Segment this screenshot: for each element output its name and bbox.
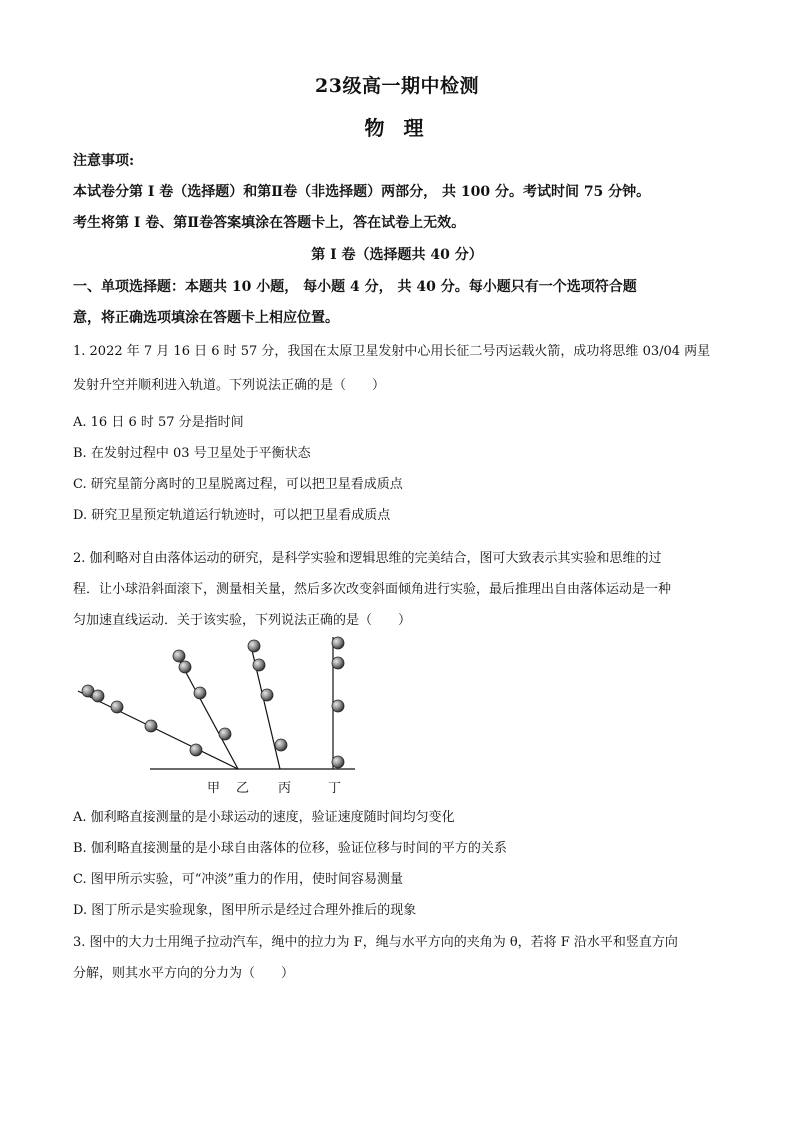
- section-instruction-1: 一、单项选择题：本题共 10 小题， 每小题 4 分， 共 40 分。每小题只有一个选项符合题: [73, 279, 637, 295]
- ball: [194, 687, 206, 699]
- ball: [332, 700, 344, 712]
- incline-jia: [78, 691, 238, 769]
- label-ding: 丁: [328, 781, 342, 796]
- section-instruction-2: 意，将正确选项填涂在答题卡上相应位置。: [73, 310, 339, 326]
- notice-line-1: 本试卷分第 I 卷（选择题）和第Ⅱ卷（非选择题）两部分， 共 100 分。考试时间 75 分钟。: [73, 184, 651, 200]
- ball: [332, 637, 344, 649]
- q2-stem-line-3: 匀加速直线运动．关于该实验，下列说法正确的是（ ）: [73, 613, 412, 628]
- label-bing: 丙: [278, 781, 292, 796]
- q1-option-d: D. 研究卫星预定轨道运行轨迹时，可以把卫星看成质点: [73, 508, 391, 523]
- ball: [190, 744, 202, 756]
- ball: [92, 690, 104, 702]
- ball: [111, 701, 123, 713]
- q1-option-a: A. 16 日 6 时 57 分是指时间: [73, 415, 244, 430]
- ball: [145, 720, 157, 732]
- q1-stem-line-2: 发射升空并顺利进入轨道。下列说法正确的是（ ）: [73, 378, 386, 393]
- label-yi: 乙: [236, 781, 250, 796]
- q2-option-d: D. 图丁所示是实验现象，图甲所示是经过合理外推后的现象: [73, 903, 417, 918]
- notice-heading: 注意事项:: [73, 153, 135, 169]
- ball: [332, 756, 344, 768]
- q1-option-b: B. 在发射过程中 03 号卫星处于平衡状态: [73, 446, 311, 461]
- q2-option-c: C. 图甲所示实验，可“冲淡”重力的作用，使时间容易测量: [73, 872, 404, 887]
- q3-stem-line-1: 3. 图中的大力士用绳子拉动汽车，绳中的拉力为 F，绳与水平方向的夹角为 θ，若将 F 沿水平和竖直方向: [73, 935, 678, 950]
- ball: [253, 659, 265, 671]
- section-title: 第 I 卷（选择题共 40 分）: [311, 247, 483, 263]
- q2-option-b: B. 伽利略直接测量的是小球自由落体的位移，验证位移与时间的平方的关系: [73, 841, 507, 856]
- ball: [179, 661, 191, 673]
- q1-stem-line-1: 1. 2022 年 7 月 16 日 6 时 57 分，我国在太原卫星发射中心用长征二号丙运载火箭，成功将思维 03/04 两星: [73, 344, 711, 359]
- ball: [173, 650, 185, 662]
- q3-stem-line-2: 分解，则其水平方向的分力为（ ）: [73, 966, 295, 981]
- ball: [219, 728, 231, 740]
- galileo-incline-figure: [70, 632, 370, 802]
- q2-stem-line-1: 2. 伽利略对自由落体运动的研究，是科学实验和逻辑思维的完美结合，图可大致表示其实验和思维的过: [73, 551, 662, 566]
- ball: [275, 739, 287, 751]
- notice-line-2: 考生将第 I 卷、第Ⅱ卷答案填涂在答题卡上，答在试卷上无效。: [73, 215, 466, 231]
- ball: [248, 640, 260, 652]
- q2-option-a: A. 伽利略直接测量的是小球运动的速度，验证速度随时间均匀变化: [73, 810, 455, 825]
- ball: [261, 689, 273, 701]
- label-jia: 甲: [207, 781, 221, 796]
- ball: [332, 657, 344, 669]
- q1-option-c: C. 研究星箭分离时的卫星脱离过程，可以把卫星看成质点: [73, 477, 403, 492]
- q2-stem-line-2: 程．让小球沿斜面滚下，测量相关量，然后多次改变斜面倾角进行实验，最后推理出自由落体运动是一种: [73, 582, 672, 597]
- subject-title: 物 理: [364, 116, 430, 140]
- exam-title: 23级高一期中检测: [315, 75, 479, 97]
